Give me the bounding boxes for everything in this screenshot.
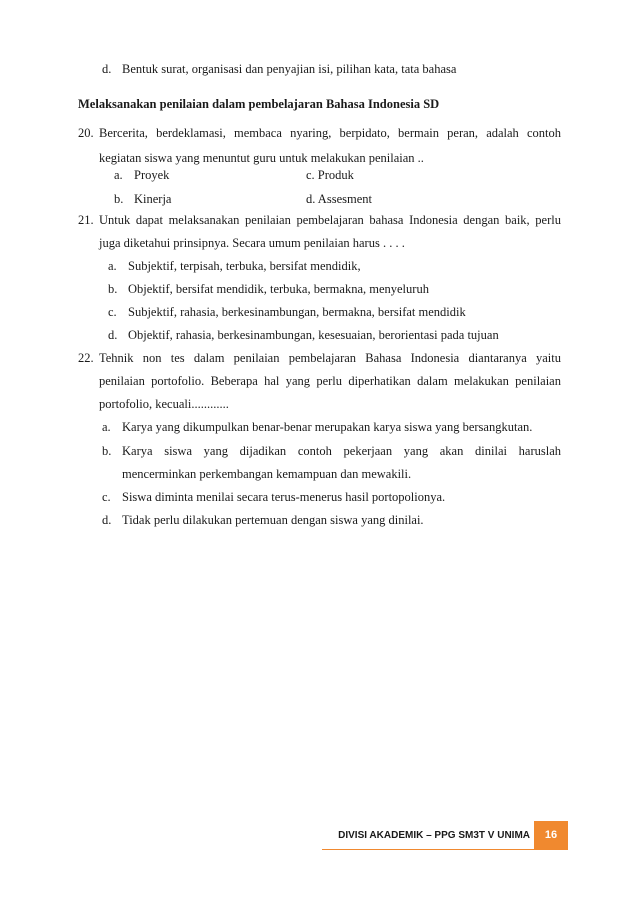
q21-option-d-text: Objektif, rahasia, berkesinambungan, kesesuaian, berorientasi pada tujuan	[128, 328, 499, 342]
q21-option-c-marker: c.	[108, 305, 117, 319]
q21-option-d-marker: d.	[108, 328, 118, 342]
q22-option-c-marker: c.	[102, 490, 111, 504]
q21-option-c-text: Subjektif, rahasia, berkesinambungan, bermakna, bersifat mendidik	[128, 305, 466, 319]
footer-label: DIVISI AKADEMIK – PPG SM3T V UNIMA	[338, 830, 530, 841]
q20-option-a-marker: a.	[114, 168, 123, 182]
question-20-number: 20.	[78, 126, 94, 140]
question-21-line1: Untuk dapat melaksanakan penilaian pembelajaran bahasa Indonesia dengan baik, perlu	[99, 213, 561, 227]
question-22-number: 22.	[78, 351, 94, 365]
q20-option-b-marker: b.	[114, 192, 124, 206]
q22-option-d-marker: d.	[102, 513, 112, 527]
q20-option-d-text: d. Assesment	[306, 192, 372, 206]
q22-option-b-text2: mencerminkan perkembangan kemampuan dan mewakili.	[122, 467, 412, 481]
question-20-line1: Bercerita, berdeklamasi, membaca nyaring, berpidato, bermain peran, adalah contoh	[99, 126, 561, 140]
top-item-marker: d.	[102, 62, 112, 76]
q21-option-b-text: Objektif, bersifat mendidik, terbuka, bermakna, menyeluruh	[128, 282, 429, 296]
q22-option-d-text: Tidak perlu dilakukan pertemuan dengan siswa yang dinilai.	[122, 513, 424, 527]
section-heading: Melaksanakan penilaian dalam pembelajaran Bahasa Indonesia SD	[78, 97, 440, 111]
top-item-text: Bentuk surat, organisasi dan penyajian isi, pilihan kata, tata bahasa	[122, 62, 457, 76]
q20-option-a-text: Proyek	[134, 168, 170, 182]
q20-option-c-text: c. Produk	[306, 168, 354, 182]
q22-option-b-text: Karya siswa yang dijadikan contoh pekerjaan yang akan dinilai haruslah	[122, 444, 561, 458]
q22-option-b-marker: b.	[102, 444, 112, 458]
page-footer	[0, 821, 638, 851]
q22-option-c-text: Siswa diminta menilai secara terus-menerus hasil portopolionya.	[122, 490, 446, 504]
page-number-badge: 16	[534, 821, 568, 849]
q22-option-a-text: Karya yang dikumpulkan benar-benar merupakan karya siswa yang bersangkutan.	[122, 420, 533, 434]
q20-option-b-text: Kinerja	[134, 192, 172, 206]
question-20-line2: kegiatan siswa yang menuntut guru untuk melakukan penilaian ..	[99, 151, 424, 165]
question-21-line2: juga diketahui prinsipnya. Secara umum penilaian harus . . . .	[99, 236, 405, 250]
q22-option-a-marker: a.	[102, 420, 111, 434]
question-22-line3: portofolio, kecuali............	[99, 397, 229, 411]
q21-option-b-marker: b.	[108, 282, 118, 296]
q21-option-a-marker: a.	[108, 259, 117, 273]
question-21-number: 21.	[78, 213, 94, 227]
q21-option-a-text: Subjektif, terpisah, terbuka, bersifat mendidik,	[128, 259, 361, 273]
question-22-line1: Tehnik non tes dalam penilaian pembelajaran Bahasa Indonesia diantaranya yaitu	[99, 351, 561, 365]
footer-divider	[322, 849, 568, 850]
question-22-line2: penilaian portofolio. Beberapa hal yang perlu diperhatikan dalam melakukan penilaian	[99, 374, 561, 388]
